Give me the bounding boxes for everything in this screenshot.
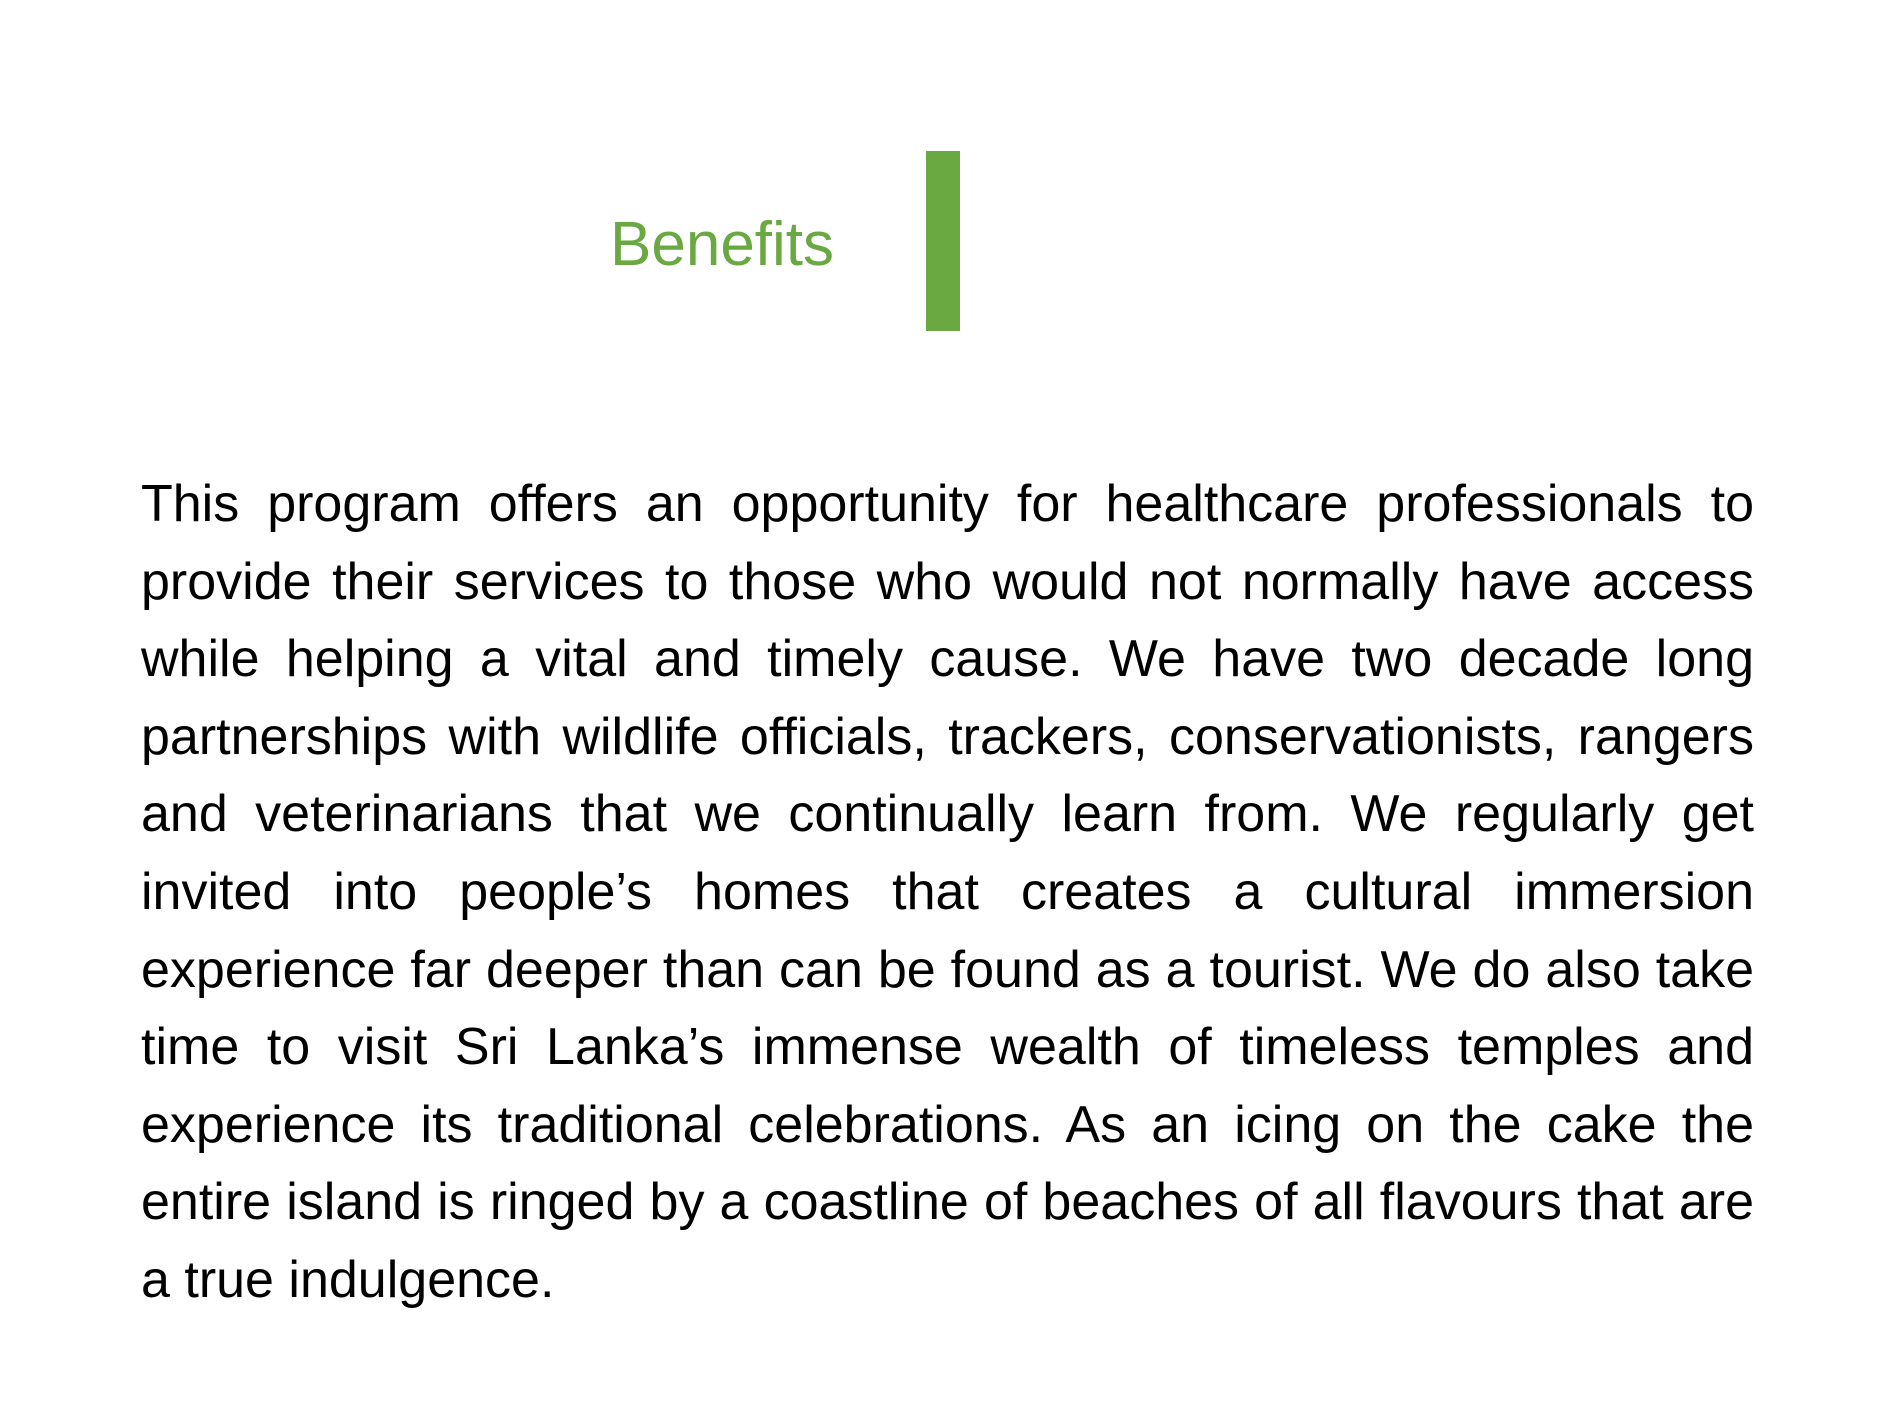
section-body-paragraph: This program offers an opportunity for healthcare professionals to provide their services to those who would not normally have access while helping a vital and timely cause. We have two decade long partnerships with wildlife officials, trackers, conservationists, rangers and veterinarians that we continually learn from. We regularly get invited into people’s homes that creates a cultural immersion experience far deeper than can be found as a tourist. We do also take time to visit Sri Lanka’s immense wealth of timeless temples and experience its traditional celebrations. As an icing on the cake the entire island is ringed by a coastline of beaches of all flavours that are a true indulgence. (141, 475, 1754, 1309)
accent-bar (926, 151, 960, 331)
section-heading: Benefits (610, 210, 835, 279)
